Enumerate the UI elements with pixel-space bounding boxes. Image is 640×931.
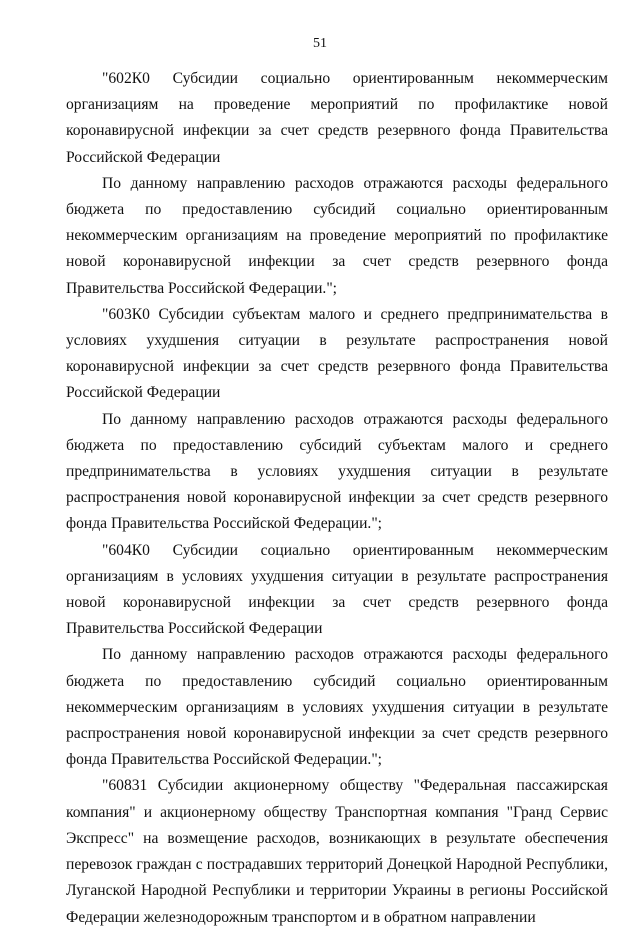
expense-code-602K0-title: "602К0 Субсидии социально ориентированным некоммерческим организациям на проведение мероприятий по профилактике новой коронавирусной инфекции за счет средств резервного фонда Правительства Российской Федерации bbox=[66, 70, 608, 166]
document-body bbox=[66, 66, 608, 931]
expense-code-60831-title: "60831 Субсидии акционерному обществу "Федеральная пассажирская компания" и акционерному обществу Транспортная компания "Гранд Сервис Экспресс" на возмещение расходов, возникающих в результате обеспечения перевозок граждан с пострадавших территорий Донецкой Народной Республики, Луганской Народной Республики и территории Украины в регионы Российской Федерации железнодорожным транспортом и в обратном направлении bbox=[66, 777, 608, 926]
expense-code-603K0-title: "603К0 Субсидии субъектам малого и среднего предпринимательства в условиях ухудшения ситуации в результате распространения новой коронавирусной инфекции за счет средств резервного фонда Правительства Российской Федерации bbox=[66, 305, 608, 402]
expense-code-604K0-title: "604К0 Субсидии социально ориентированным некоммерческим организациям в условиях ухудшения ситуации в результате распространения новой коронавирусной инфекции за счет средств резервного фонда Правительства Российской Федерации bbox=[66, 541, 608, 638]
expense-code-604K0-description: По данному направлению расходов отражаются расходы федерального бюджета по предоставлению субсидий социально ориентированным некоммерческим организациям в условиях ухудшения ситуации в результате распространения новой коронавирусной инфекции за счет средств резервного фонда Правительства Российской Федерации."; bbox=[66, 646, 608, 769]
expense-code-603K0-description: По данному направлению расходов отражаются расходы федерального бюджета по предоставлению субсидий субъектам малого и среднего предпринимательства в условиях ухудшения ситуации в результате распространения новой коронавирусной инфекции за счет средств резервного фонда Правительства Российской Федерации."; bbox=[66, 410, 608, 533]
page-number: 51 bbox=[313, 36, 327, 51]
expense-code-602K0-description: По данному направлению расходов отражаются расходы федерального бюджета по предоставлению субсидий социально ориентированным некоммерческим организациям на проведение мероприятий по профилактике новой коронавирусной инфекции за счет средств резервного фонда Правительства Российской Федерации."; bbox=[66, 174, 608, 297]
